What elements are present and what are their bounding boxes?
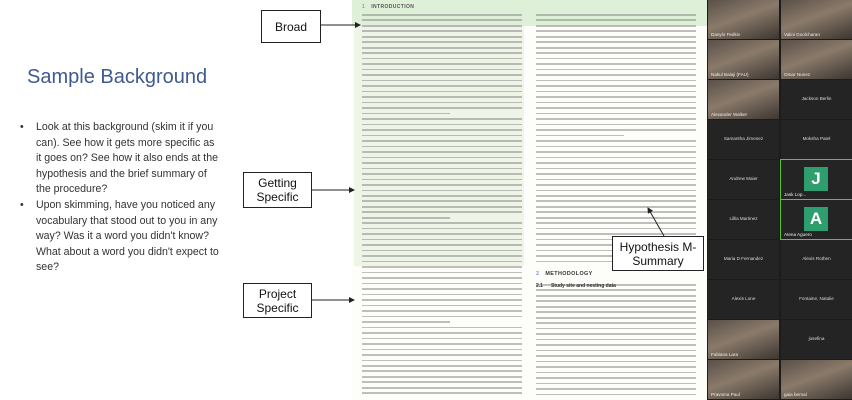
participant-tile[interactable] (781, 40, 852, 79)
text-line (536, 261, 624, 263)
text-line (362, 195, 522, 197)
text-line (536, 333, 696, 335)
section-title: INTRODUCTION (371, 4, 415, 10)
text-line (536, 306, 696, 308)
text-line (536, 300, 696, 302)
text-line (536, 118, 696, 120)
participant-name: Alexis Lone (731, 296, 756, 301)
bullet-item: • Look at this background (skim it if you can). See how it gets more specific as it goes on? See how it also ends at the hypothesis and the brief summary of the procedure? (20, 120, 220, 198)
text-line (536, 295, 696, 297)
text-line (362, 107, 522, 109)
participant-name: Valini Goolcharan (784, 32, 820, 37)
text-line (536, 206, 696, 208)
text-line (536, 195, 696, 197)
text-line (536, 80, 696, 82)
text-line (362, 129, 522, 131)
label-getting-specific: Getting Specific (243, 172, 312, 208)
text-line (362, 283, 522, 285)
text-line (362, 217, 450, 219)
text-line (362, 14, 522, 16)
participant-name: Andrew Maier (729, 176, 758, 181)
text-line (536, 157, 696, 159)
text-line (536, 146, 696, 148)
text-line (362, 239, 522, 241)
text-line (536, 311, 696, 313)
text-line (536, 377, 696, 379)
participant-tile[interactable] (781, 320, 852, 359)
text-line (536, 168, 696, 170)
bullet-item: • Upon skimming, have you noticed any vocabulary that stood out to you in any way? Was it a word you didn't know? What about a word you didn't expect to see? (20, 198, 220, 276)
text-line (362, 146, 522, 148)
text-line (362, 200, 522, 202)
text-line (536, 63, 696, 65)
text-line (536, 383, 696, 385)
text-line (536, 372, 696, 374)
text-line (362, 91, 522, 93)
participant-tile[interactable] (708, 0, 779, 39)
participant-tile[interactable] (781, 0, 852, 39)
text-line (536, 179, 696, 181)
participant-name: Pravoma Paul (711, 392, 740, 397)
text-line (362, 19, 522, 21)
text-line (362, 392, 522, 394)
text-line (362, 244, 522, 246)
text-line (362, 360, 522, 362)
participant-tile[interactable] (781, 160, 852, 199)
text-line (536, 289, 696, 291)
participant-name: Maria D Fernandez (723, 256, 764, 261)
text-line (362, 85, 522, 87)
section-number: 2 (536, 271, 540, 277)
text-line (362, 365, 522, 367)
text-line (362, 299, 522, 301)
text-line (536, 394, 696, 396)
text-line (362, 173, 522, 175)
participant-name: Alexander Walker (711, 112, 748, 117)
text-line (362, 135, 522, 137)
text-line (536, 355, 696, 357)
participant-tile[interactable] (708, 80, 779, 119)
text-line (362, 338, 522, 340)
participant-tile[interactable] (708, 360, 779, 399)
text-line (362, 370, 522, 372)
text-line (362, 288, 522, 290)
participant-name: gaia bernal (784, 392, 807, 397)
text-line (536, 228, 696, 230)
text-line (362, 266, 522, 268)
text-line (362, 69, 522, 71)
text-line (362, 277, 522, 279)
section-heading-introduction (362, 4, 414, 10)
text-line (536, 339, 696, 341)
text-line (362, 179, 522, 181)
text-line (362, 250, 522, 252)
text-line (536, 85, 696, 87)
text-line (536, 135, 624, 137)
text-line (536, 173, 696, 175)
participant-tile[interactable] (708, 40, 779, 79)
participant-name: Atena Aguero (784, 232, 812, 237)
participant-tile[interactable] (708, 160, 779, 199)
text-line (536, 361, 696, 363)
participant-name: Moksha Patel (802, 136, 831, 141)
text-line (536, 25, 696, 27)
subsection-title: Study site and nesting data (550, 283, 616, 289)
text-line (362, 349, 522, 351)
text-line (362, 228, 522, 230)
text-line (362, 140, 522, 142)
text-line (362, 74, 522, 76)
text-line (536, 52, 696, 54)
participant-name: Lillia Martinez (729, 216, 758, 221)
text-line (362, 102, 522, 104)
section-number: 1 (362, 4, 366, 10)
text-line (536, 222, 696, 224)
subsection-heading (536, 283, 616, 289)
text-line (362, 52, 522, 54)
text-line (362, 124, 522, 126)
participants-panel (707, 0, 852, 400)
participant-tile[interactable] (708, 280, 779, 319)
section-title: METHODOLOGY (545, 271, 593, 277)
text-line (362, 354, 522, 356)
participant-tile[interactable] (781, 280, 852, 319)
text-line (536, 217, 696, 219)
text-line (536, 102, 696, 104)
paper-page (352, 0, 707, 400)
text-line (536, 19, 696, 21)
text-line (536, 388, 696, 390)
left-column-text (362, 14, 522, 398)
participant-name: Alexis Rothen (802, 256, 831, 261)
participant-tile[interactable] (781, 240, 852, 279)
text-line (362, 63, 522, 65)
text-line (362, 151, 522, 153)
text-line (536, 129, 696, 131)
text-line (362, 327, 522, 329)
text-line (362, 184, 522, 186)
text-line (536, 113, 696, 115)
text-line (536, 233, 696, 235)
text-line (362, 162, 522, 164)
participant-tile[interactable] (781, 200, 852, 239)
text-line (536, 124, 696, 126)
participant-tile[interactable] (781, 120, 852, 159)
text-line (362, 316, 522, 318)
text-line (536, 184, 696, 186)
participant-tile[interactable] (708, 120, 779, 159)
text-line (536, 69, 696, 71)
text-line (536, 36, 696, 38)
participant-name: Fabiana Lara (711, 352, 739, 357)
participant-tile[interactable] (708, 240, 779, 279)
participant-tile[interactable] (781, 80, 852, 119)
text-line (536, 107, 696, 109)
text-line (536, 96, 696, 98)
participant-name: Fontaine, Natalie (799, 296, 834, 301)
text-line (362, 305, 522, 307)
bullet-list (20, 120, 220, 276)
participant-name: Jackson Berlin (801, 96, 832, 101)
text-line (536, 190, 696, 192)
text-line (362, 118, 522, 120)
text-line (362, 376, 522, 378)
participant-avatar: J (804, 167, 828, 191)
label-project-specific: Project Specific (243, 283, 312, 318)
participant-name: Omar Nunez (784, 72, 811, 77)
participant-name: Jask Lop... (784, 192, 807, 197)
text-line (362, 222, 522, 224)
participant-tile[interactable] (781, 360, 852, 399)
text-line (536, 317, 696, 319)
right-column-text-lower (536, 284, 696, 399)
text-line (362, 310, 522, 312)
text-line (362, 96, 522, 98)
text-line (362, 30, 522, 32)
text-line (536, 91, 696, 93)
text-line (536, 211, 696, 213)
text-line (362, 168, 522, 170)
text-line (362, 41, 522, 43)
text-line (362, 272, 522, 274)
text-line (536, 350, 696, 352)
text-line (362, 261, 522, 263)
text-line (362, 294, 522, 296)
text-line (362, 36, 522, 38)
text-line (362, 58, 522, 60)
text-line (536, 74, 696, 76)
text-line (362, 233, 522, 235)
text-line (362, 321, 450, 323)
text-line (536, 30, 696, 32)
text-line (362, 47, 522, 49)
label-hypothesis: Hypothesis M-Summary (612, 236, 704, 271)
text-line (536, 140, 696, 142)
text-line (536, 14, 696, 16)
text-line (536, 151, 696, 153)
participant-name: Danylo Fedkiv (711, 32, 741, 37)
text-line (536, 322, 696, 324)
text-line (536, 328, 696, 330)
text-line (362, 206, 522, 208)
right-column-text (536, 14, 696, 266)
participant-name: Nakul Balaji (FAU) (711, 72, 749, 77)
text-line (362, 343, 522, 345)
slide-title: Sample Background (27, 66, 208, 88)
text-line (536, 366, 696, 368)
text-line (536, 344, 696, 346)
text-line (362, 211, 522, 213)
text-line (362, 157, 522, 159)
text-line (536, 58, 696, 60)
text-line (362, 113, 450, 115)
text-line (536, 162, 696, 164)
participant-tile[interactable] (708, 200, 779, 239)
text-line (362, 190, 522, 192)
text-line (362, 80, 522, 82)
text-line (362, 381, 522, 383)
text-line (362, 332, 522, 334)
participant-name: josefina (808, 336, 825, 341)
text-line (536, 200, 696, 202)
participant-avatar: A (804, 207, 828, 231)
participant-tile[interactable] (708, 320, 779, 359)
text-line (362, 255, 522, 257)
label-broad: Broad (261, 10, 321, 43)
subsection-number: 2.1 (536, 283, 543, 289)
text-line (362, 25, 522, 27)
section-heading-methodology (536, 271, 593, 277)
text-line (536, 47, 696, 49)
text-line (536, 41, 696, 43)
text-line (362, 387, 522, 389)
participant-name: Samantha Jimenez (723, 136, 764, 141)
